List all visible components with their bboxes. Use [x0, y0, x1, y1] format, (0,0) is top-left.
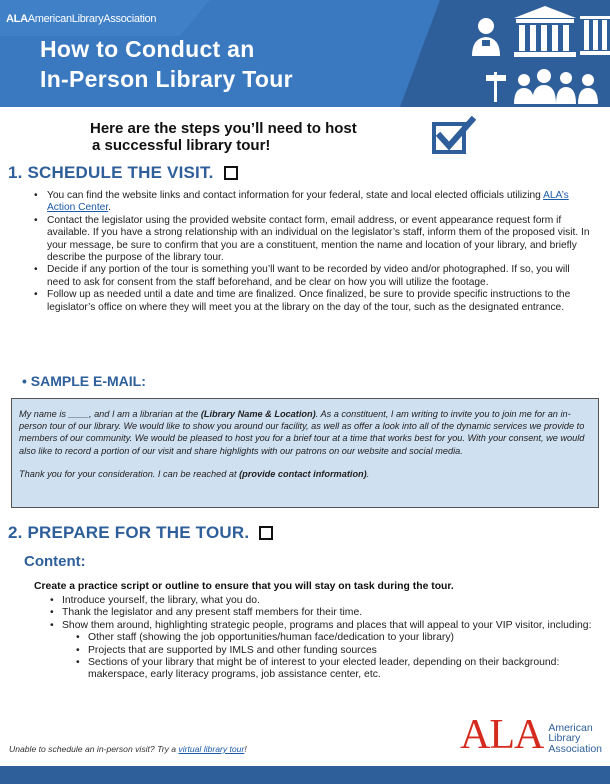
footer-note: Unable to schedule an in-person visit? Try a virtual library tour! — [9, 744, 247, 754]
ala-logo-words: American Library Association — [548, 721, 603, 755]
section-heading-prepare: 2. PREPARE FOR THE TOUR. — [8, 523, 273, 543]
list-item: • You can find the website links and contact information for your federal, state and local elected officials utilizing ALA’s Action Center. — [34, 190, 594, 215]
checkbox-icon[interactable] — [259, 526, 273, 540]
content-lead-text: Create a practice script or outline to ensure that you will stay on task during the tour. — [34, 581, 454, 592]
sample-email-box — [11, 398, 599, 508]
ala-logo-letters: ALA — [460, 712, 544, 758]
list-item: • Sections of your library that might be of interest to your elected leader, depending on their background: makerspace, early literacy programs, job assistance center, etc. — [76, 657, 595, 682]
header-banner — [0, 0, 610, 107]
schedule-bullet-list — [34, 190, 594, 314]
list-item: • Contact the legislator using the provided website contact form, email address, or event appearance request form if available. If you have a strong relationship with an individual on the legislator’s staff, inform them of the proposed visit. In your message, be sure to confirm that you are a constituent, mention the name and location of your library, and briefly describe the purpose of the library tour. — [34, 215, 594, 265]
library-people-icons — [460, 0, 610, 107]
list-item: • Show them around, highlighting strategic people, programs and places that will appeal to your VIP visitor, including: • Other staff (showing the job opportunities/human face/dedication to your library) • Projects that are supported by IMLS and other funding sources • Sections of your library that might be of interest to your elected leader, depending on their background: makerspace, early literacy programs, job assistance center, etc. — [50, 620, 595, 682]
action-center-link[interactable]: ALA’s Action Center — [47, 190, 569, 214]
list-item: • Follow up as needed until a date and time are finalized. Once finalized, be sure to provide specific instructions to the legislator’s office on where they will meet you at the library on the day of the tour, such as the designated entrance. — [34, 289, 594, 314]
ala-logo — [460, 712, 603, 758]
prepare-bullet-list — [50, 595, 595, 682]
virtual-tour-link[interactable]: virtual library tour — [178, 744, 245, 754]
email-paragraph-1: My name is ____, and I am a librarian at the (Library Name & Location). As a constituent, I am writing to invite you to join me for an in-person tour of our library. We would like to show you around our facility, as well as offer a look into all of the dynamic services we provide to members of our community. We would be pleased to host you for a brief tour at a time that works best for you. With your consent, we would also like to record a portion of our visit and share highlights with our patrons on our website and social media. — [19, 409, 585, 456]
list-item: • Other staff (showing the job opportunities/human face/dedication to your library) — [76, 632, 595, 644]
list-item: • Thank the legislator and any present staff members for their time. — [50, 607, 595, 619]
intro-text: Here are the steps you’ll need to host a successful library tour! — [90, 120, 357, 154]
page-title-line2: In-Person Library Tour — [40, 66, 293, 92]
list-item: • Decide if any portion of the tour is something you’ll want to be recorded by video and/or photographed. If so, you will need to ask for consent from the staff beforehand, and be clear on how you will utilize the footage. — [34, 264, 594, 289]
content-heading: Content: — [24, 553, 86, 570]
page-title-line1: How to Conduct an — [40, 36, 255, 62]
ala-wordmark-small: ALAAmericanLibraryAssociation — [6, 13, 157, 25]
list-item: • Projects that are supported by IMLS and other funding sources — [76, 645, 595, 657]
sub-bullet-list — [62, 632, 595, 682]
list-item: • Introduce yourself, the library, what you do. — [50, 595, 595, 607]
checkbox-icon[interactable] — [224, 166, 238, 180]
section-heading-schedule: 1. SCHEDULE THE VISIT. — [8, 163, 238, 183]
email-paragraph-2: Thank you for your consideration. I can be reached at (provide contact information). — [19, 468, 370, 479]
footer-bar — [0, 766, 610, 784]
checkbox-checked-icon — [432, 116, 476, 156]
sample-email-heading: • SAMPLE E-MAIL: — [22, 373, 146, 389]
